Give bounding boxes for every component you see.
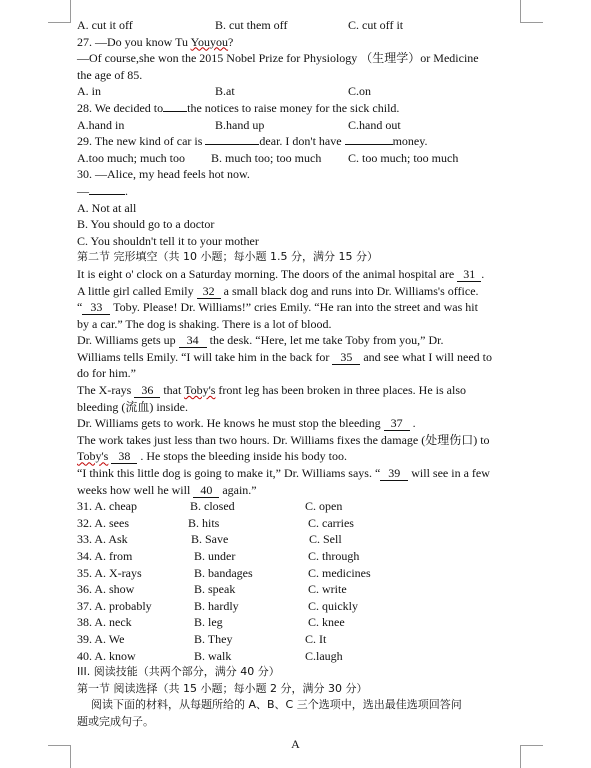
option-c: C. knee: [308, 615, 345, 630]
blank-40: 40: [193, 484, 219, 498]
blank-37: 37: [384, 417, 410, 431]
passage-line: Williams tells Emily. “I will take him in the back for 35 and see what I will need to: [77, 349, 492, 364]
q27-options: [77, 83, 523, 100]
option-b: B. speak: [194, 582, 236, 597]
option-b: B. under: [194, 549, 236, 563]
part3-title: III. 阅读技能（共两个部分，满分 40 分）: [77, 665, 280, 679]
q26-options: [77, 17, 523, 34]
option-c: C. It: [305, 631, 327, 646]
option-a: 33. A. Ask: [77, 532, 128, 547]
crop-mark-top-right: [520, 0, 543, 23]
option-a: 39. A. We: [77, 631, 125, 646]
cloze-option-row: [77, 548, 523, 565]
option-b: B. hardly: [194, 598, 239, 613]
option-c: C. Sell: [309, 532, 342, 547]
option-b: B. leg: [194, 615, 223, 630]
option-b: B. bandages: [194, 565, 253, 580]
option-a: A. in: [77, 84, 101, 99]
section2-title: 第二节 完形填空（共 10 小题；每小题 1.5 分，满分 15 分）: [77, 250, 378, 264]
passage-line: A little girl called Emily 32 a small black dog and runs into Dr. Williams's office.: [77, 283, 479, 298]
cloze-option-row: [77, 565, 523, 582]
option-c: C.on: [348, 84, 372, 99]
q30-option-c: C. You shouldn't tell it to your mother: [77, 233, 259, 248]
cloze-option-row: [77, 631, 523, 648]
option-c: C. cut off it: [348, 18, 404, 32]
option-b: B. hits: [188, 515, 220, 530]
cloze-option-row: [77, 498, 523, 515]
q30-option-b: B. You should go to a doctor: [77, 217, 215, 232]
q28-options: [77, 117, 523, 134]
answer-blank: [345, 144, 393, 145]
blank-38: 38: [111, 450, 137, 464]
blank-33: 33: [82, 301, 110, 315]
blank-35: 35: [332, 351, 360, 365]
q30-stem: 30. —Alice, my head feels hot now.: [77, 167, 250, 182]
answer-blank: [163, 111, 187, 112]
cloze-option-row: [77, 531, 523, 548]
option-a: A.too much; much too: [77, 150, 185, 165]
cloze-option-row: [77, 648, 523, 665]
passage-line: The work takes just less than two hours. Dr. Williams fixes the damage (处理伤口) to: [77, 432, 490, 447]
blank-34: 34: [179, 334, 207, 348]
option-a: 31. A. cheap: [77, 499, 137, 514]
q27-stem: 27. —Do you know Tu Youyou?: [77, 34, 234, 49]
blank-32: 32: [197, 285, 221, 299]
q28-stem: 28. We decided to the notices to raise money for the sick child.: [77, 100, 400, 115]
option-c: C. quickly: [308, 598, 358, 613]
exam-page: [77, 17, 523, 731]
blank-39: 39: [380, 467, 408, 481]
q27-answer-line2: the age of 85.: [77, 67, 143, 82]
passage-line: Toby's 38 . He stops the bleeding inside his body too.: [77, 449, 347, 464]
option-b: B. much too; too much: [211, 150, 322, 165]
passage-line: by a car.” The dog is shaking. There is a lot of blood.: [77, 316, 332, 331]
option-c: C.hand out: [348, 117, 401, 132]
option-c: C. open: [305, 499, 343, 514]
cloze-options: [77, 498, 523, 664]
cloze-option-row: [77, 614, 523, 631]
option-a: 38. A. neck: [77, 615, 132, 630]
option-b: B. closed: [190, 499, 235, 514]
q27-answer-line1: —Of course,she won the 2015 Nobel Prize for Physiology （生理学）or Medicine: [77, 51, 479, 66]
option-a: 40. A. know: [77, 648, 136, 663]
option-c: C. through: [308, 549, 360, 563]
passage-line: The X-rays 36 that Toby's front leg has been broken in three places. He is also: [77, 383, 467, 398]
option-a: 32. A. sees: [77, 515, 129, 530]
answer-blank: [205, 144, 259, 145]
option-a: A.hand in: [77, 117, 125, 132]
blank-31: 31: [457, 268, 481, 282]
cloze-option-row: [77, 581, 523, 598]
option-c: C. write: [308, 582, 347, 597]
passage-line: do for him.”: [77, 366, 136, 381]
passage-line: Dr. Williams gets to work. He knows he must stop the bleeding 37 .: [77, 416, 416, 431]
answer-blank: [89, 194, 125, 195]
option-a: 35. A. X-rays: [77, 565, 142, 580]
passage-line: It is eight o' clock on a Saturday morning. The doors of the animal hospital are 31 .: [77, 266, 485, 281]
q29-options: [77, 150, 523, 167]
q30-reply: — .: [77, 183, 128, 198]
crop-mark-top-left: [48, 0, 71, 23]
passage-line: bleeding (流血) inside.: [77, 399, 188, 414]
instructions-line1: 阅读下面的材料，从每题所给的 A、B、C 三个选项中，选出最佳选项回答问: [77, 698, 462, 712]
section1-title: 第一节 阅读选择（共 15 小题；每小题 2 分，满分 30 分）: [77, 681, 368, 695]
option-a: 34. A. from: [77, 549, 133, 563]
name-youyou: Youyou: [190, 34, 229, 49]
blank-36: 36: [134, 384, 160, 398]
option-b: B.hand up: [215, 117, 265, 132]
option-c: C. too much; too much: [348, 150, 459, 165]
passage-line: Dr. Williams gets up 34 the desk. “Here, let me take Toby from you,” Dr.: [77, 333, 444, 348]
option-c: C.laugh: [305, 648, 343, 663]
option-a: 36. A. show: [77, 582, 135, 597]
option-a: A. cut it off: [77, 18, 133, 32]
cloze-option-row: [77, 598, 523, 615]
option-b: B. Save: [191, 532, 229, 547]
option-b: B. They: [194, 631, 233, 646]
option-b: B. cut them off: [215, 18, 288, 32]
passage-line: weeks how well he will 40 again.”: [77, 482, 257, 497]
cloze-option-row: [77, 515, 523, 532]
q29-stem: 29. The new kind of car is dear. I don't have money.: [77, 134, 428, 149]
instructions-line2: 题或完成句子。: [77, 714, 154, 728]
option-b: B.at: [215, 84, 235, 99]
option-b: B. walk: [194, 648, 232, 663]
option-c: C. medicines: [308, 565, 371, 580]
passage-line: “ 33 Toby. Please! Dr. Williams!” cries Emily. “He ran into the street and was hit: [77, 300, 478, 315]
page-marker: A: [291, 737, 300, 751]
option-a: 37. A. probably: [77, 598, 152, 613]
option-c: C. carries: [308, 515, 354, 530]
passage-line: “I think this little dog is going to make it,” Dr. Williams says. “ 39 will see in a few: [77, 466, 490, 481]
q30-option-a: A. Not at all: [77, 200, 137, 215]
